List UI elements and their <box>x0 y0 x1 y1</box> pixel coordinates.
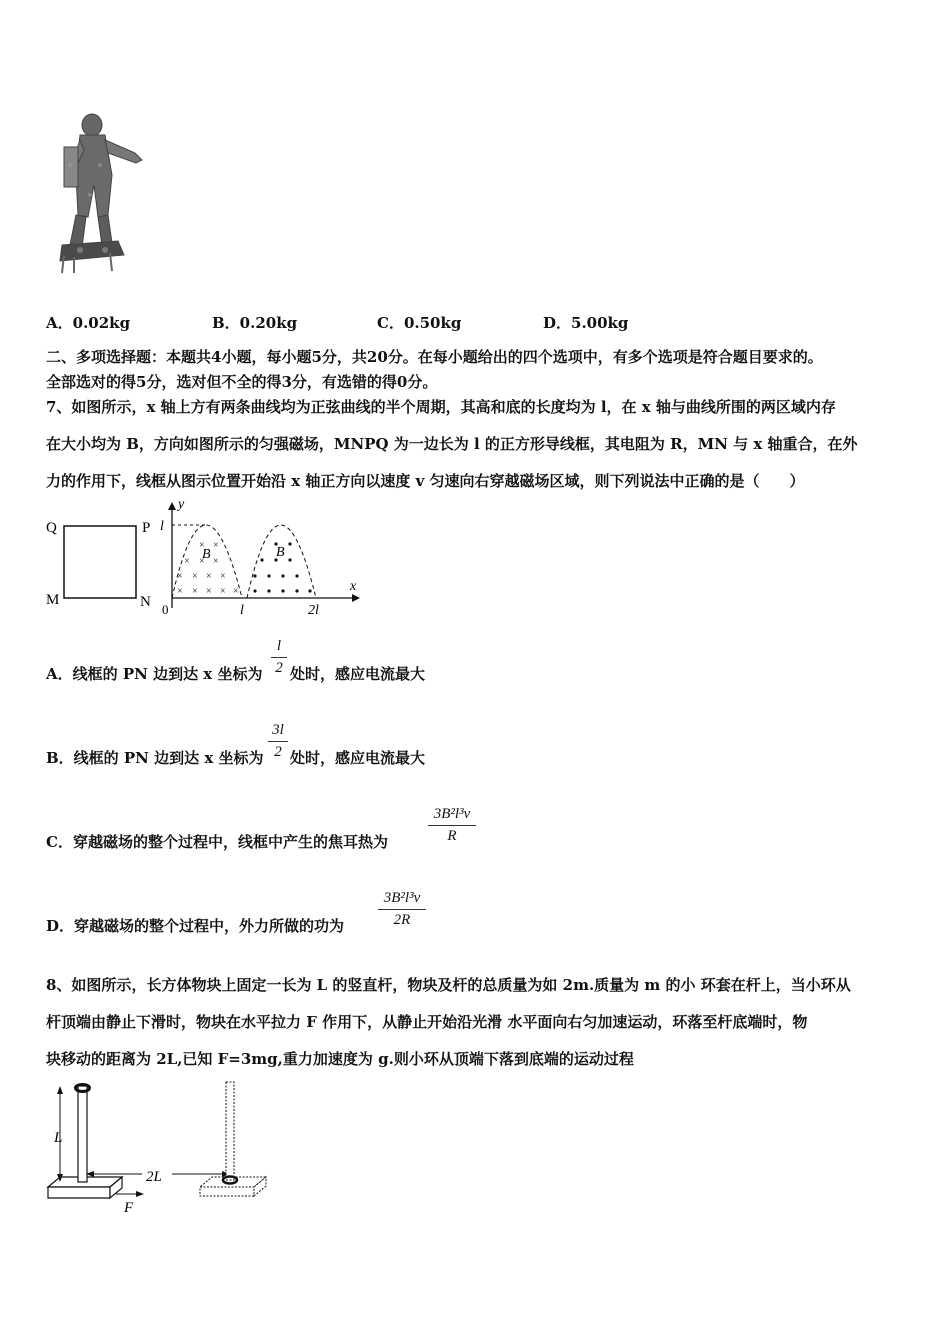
svg-text:×: × <box>199 540 205 551</box>
svg-text:×: × <box>177 586 183 597</box>
x-tick-l: l <box>240 603 244 618</box>
svg-text:×: × <box>192 586 198 597</box>
right-block-front <box>200 1187 254 1196</box>
x-axis-label: x <box>350 579 357 594</box>
svg-text:×: × <box>213 556 219 567</box>
field-label-right: B <box>276 545 285 560</box>
q7-stem-line3: 力的作用下，线框从图示位置开始沿 x 轴正方向以速度 v 匀速向右穿越磁场区域，则下列说法中正确的是（ ） <box>46 472 805 490</box>
q7-option-a-fraction <box>271 638 287 677</box>
svg-text:×: × <box>206 586 212 597</box>
force-arrowhead <box>136 1191 144 1197</box>
fraction-numerator: l <box>271 638 287 658</box>
q7-option-b-text: B．线框的 PN 边到达 x 坐标为 <box>46 749 264 767</box>
corner-label-n: N <box>140 594 151 610</box>
svg-text:×: × <box>199 556 205 567</box>
fraction-denominator: R <box>447 828 457 844</box>
fraction-denominator: 2 <box>274 744 282 760</box>
svg-text:×: × <box>213 540 219 551</box>
svg-text:×: × <box>220 571 226 582</box>
right-sine-hump <box>247 525 316 598</box>
right-rod <box>226 1082 234 1180</box>
y-tick-l: l <box>160 519 164 534</box>
force-label: F <box>124 1200 134 1216</box>
left-block-front <box>48 1187 110 1198</box>
q8-stem-line2: 杆顶端由静止下滑时，物块在水平拉力 F 作用下，从静止开始沿光滑 水平面向右匀加速运动，环落至杆底端时，物 <box>46 1013 808 1031</box>
svg-text:×: × <box>192 571 198 582</box>
q7-option-a-suffix: 处时，感应电流最大 <box>290 665 426 683</box>
q7-option-a-text: A．线框的 PN 边到达 x 坐标为 <box>46 665 263 683</box>
corner-label-q: Q <box>46 520 57 536</box>
fraction-numerator: 3l <box>268 722 288 742</box>
fraction-denominator: 2 <box>275 660 283 676</box>
q7-option-d-fraction <box>378 890 426 929</box>
svg-text:×: × <box>233 586 239 597</box>
q7-option-c-text: C．穿越磁场的整个过程中，线框中产生的焦耳热为 <box>46 833 388 851</box>
svg-text:×: × <box>220 586 226 597</box>
svg-text:×: × <box>206 571 212 582</box>
corner-label-m: M <box>46 592 60 608</box>
section2-heading: 二、多项选择题：本题共4小题，每小题5分，共20分。在每小题给出的四个选项中，有多个选项是符合题目要求的。 <box>46 348 823 366</box>
left-rod <box>78 1086 87 1182</box>
section2-scoring: 全部选对的得5分，选对但不全的得3分，有选错的得0分。 <box>46 373 438 391</box>
corner-label-p: P <box>142 520 151 536</box>
q6-option-c: C．0.50kg <box>377 314 462 332</box>
q7-option-b-suffix: 处时，感应电流最大 <box>290 749 426 767</box>
origin-label: 0 <box>162 602 169 617</box>
y-axis-label: y <box>178 497 185 512</box>
q6-option-a: A．0.02kg <box>46 314 131 332</box>
jetpack-person-photo <box>50 105 150 275</box>
fraction-denominator: 2R <box>393 912 411 928</box>
x-axis-arrow <box>352 594 360 602</box>
square-wire-frame <box>64 526 136 598</box>
q7-stem-line1: 7、如图所示，x 轴上方有两条曲线均为正弦曲线的半个周期，其高和底的长度均为 l，在 x 轴与曲线所围的两区域内存 <box>46 398 836 416</box>
q8-rod-block-figure <box>40 1074 280 1219</box>
fraction-numerator: 3B²l³v <box>428 806 476 826</box>
q7-stem-line2: 在大小均为 B，方向如图所示的匀强磁场，MNPQ 为一边长为 l 的正方形导线框，其电阻为 R，MN 与 x 轴重合，在外 <box>46 435 858 453</box>
q7-option-b-fraction <box>268 722 288 761</box>
fraction-numerator: 3B²l³v <box>378 890 426 910</box>
q7-magnetic-field-figure <box>40 492 370 622</box>
field-label-left: B <box>202 547 211 562</box>
q8-stem-line3: 块移动的距离为 2L,已知 F=3mg,重力加速度为 g.则小环从顶端下落到底端的运动过程 <box>46 1050 634 1068</box>
q7-option-c-fraction <box>428 806 476 845</box>
x-tick-2l: 2l <box>308 603 319 618</box>
q6-option-d: D．5.00kg <box>543 314 629 332</box>
q8-stem-line1: 8、如图所示，长方体物块上固定一长为 L 的竖直杆，物块及杆的总质量为如 2m.质量为 m 的小 环套在杆上，当小环从 <box>46 976 851 994</box>
q6-option-b: B．0.20kg <box>212 314 298 332</box>
svg-text:×: × <box>184 556 190 567</box>
q7-option-d-text: D．穿越磁场的整个过程中，外力所做的功为 <box>46 917 345 935</box>
y-axis-arrow <box>168 502 176 510</box>
length-label: L <box>54 1130 63 1146</box>
length-arrow-top <box>57 1086 63 1094</box>
distance-label: 2L <box>146 1169 162 1185</box>
svg-text:×: × <box>177 571 183 582</box>
